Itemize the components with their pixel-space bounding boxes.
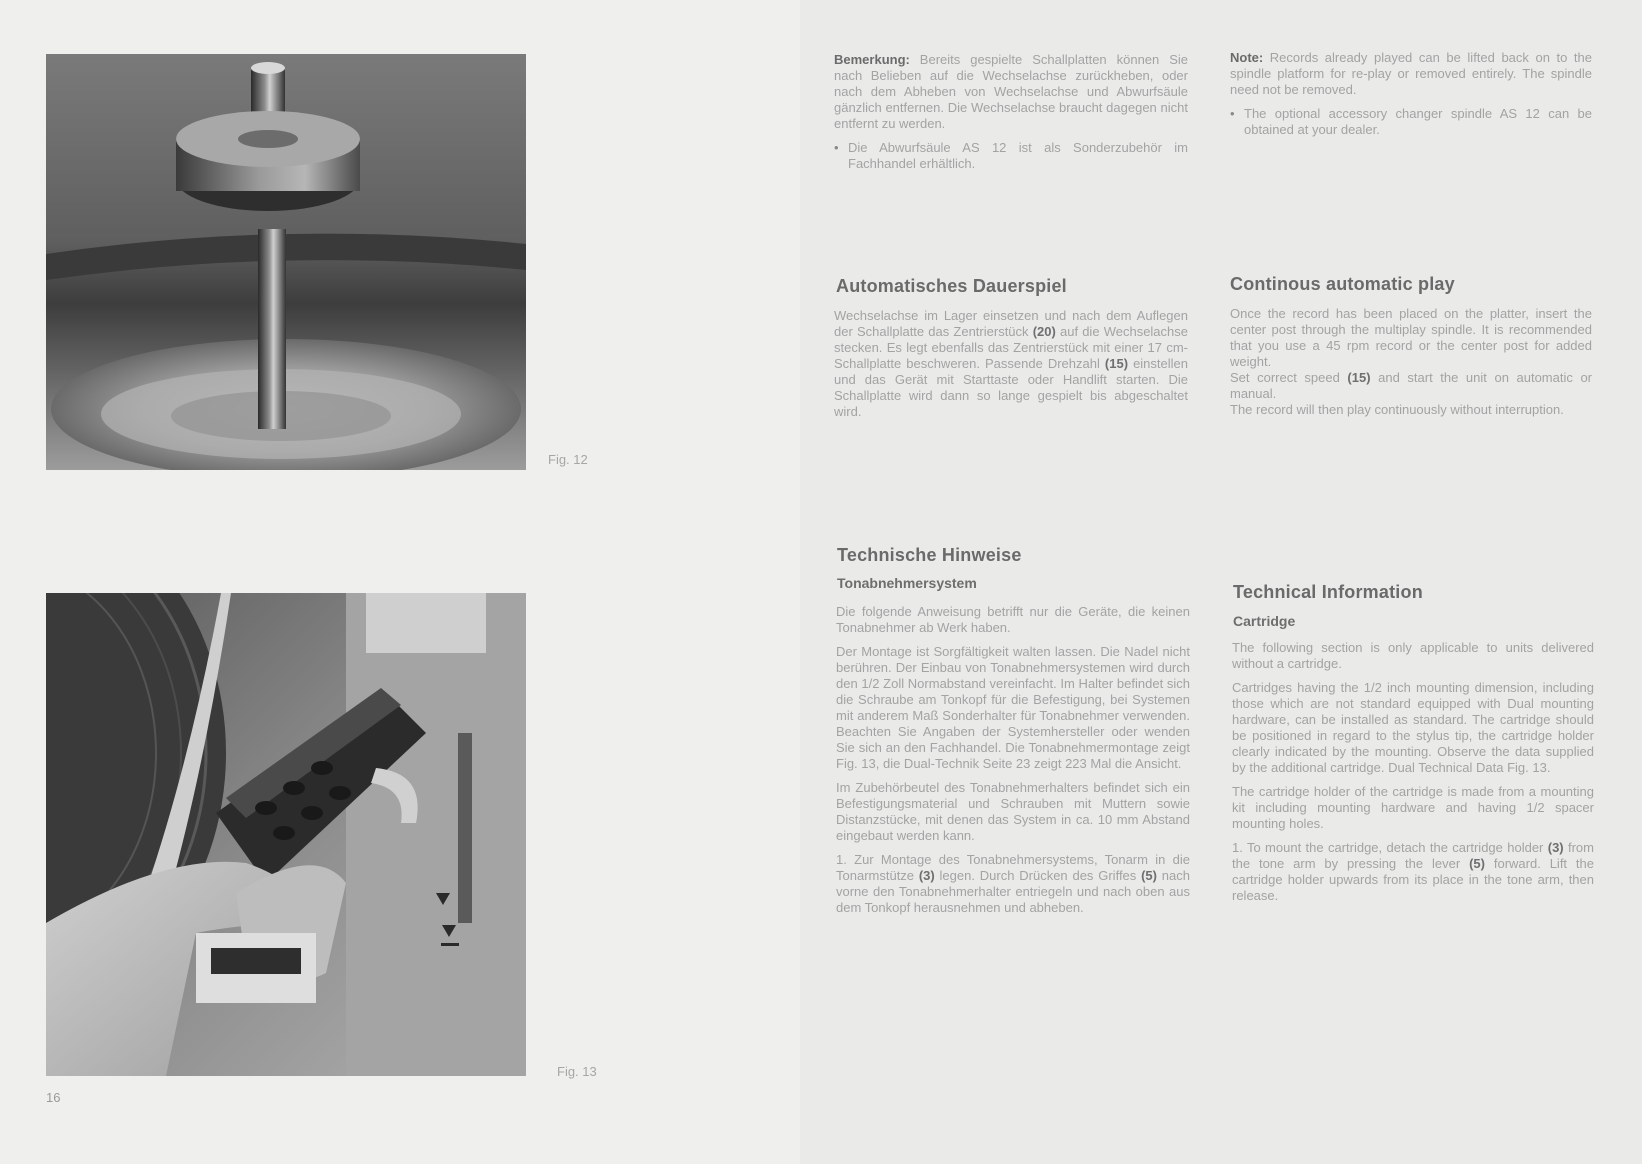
english-ref-15: (15) <box>1347 370 1371 385</box>
german-auto-text-1: Wechselachse im Lager einsetzen und nach dem Auflegen der Schallplatte das Zentrierstück <box>834 308 1188 339</box>
left-page <box>0 0 800 1164</box>
german-ref-20: (20) <box>1032 324 1056 339</box>
english-note-block <box>1230 50 1592 138</box>
english-auto-text-1: Once the record has been placed on the platter, insert the center post through the multiplay spindle. It is recommended that you use a 45 rpm record or the center post for added weight. <box>1230 306 1592 369</box>
german-auto-text-3: einstellen und das Gerät mit Starttaste oder Handlift starten. Die Schallplatte wird dann so lange gespielt bis abgeschaltet wird. <box>834 356 1188 419</box>
english-cart-p2: Cartridges having the 1/2 inch mounting dimension, including those which are not standard equipped with Dual mounting hardware, can be installed as standard. The cartridge should be positioned in regard to the stylus tip, the cartridge holder clearly indicated by the mounting. Observe the data supplied by the additional cartridge. Dual Technical Data Fig. 13. <box>1232 680 1594 775</box>
english-note-lead: Note: <box>1230 50 1264 65</box>
figure-12-caption: Fig. 12 <box>548 452 588 467</box>
english-auto-heading: Continous automatic play <box>1230 274 1455 294</box>
german-auto-text-2: auf die Wechselachse stecken. Es legt ebenfalls das Zentrierstück mit einer 17 cm-Schallplatte beschweren. Passende Drehzahl <box>834 324 1189 371</box>
figure-13-cartridge-photo <box>46 593 526 1076</box>
english-auto-text-4: The record will then play continuously without interruption. <box>1230 402 1564 417</box>
german-cart-p1: Die folgende Anweisung betrifft nur die Geräte, die keinen Tonabnehmer ab Werk haben. <box>836 604 1190 635</box>
english-tech-heading: Technical Information <box>1233 582 1423 602</box>
english-cartridge-heading: Cartridge <box>1233 613 1296 629</box>
german-ref-15: (15) <box>1104 356 1129 371</box>
english-ref-5: (5) <box>1469 856 1485 871</box>
english-auto-text-block <box>1230 306 1592 418</box>
english-cart-p4-3: forward. Lift the cartridge holder upwards from its place in the tone arm, then release. <box>1232 856 1594 903</box>
english-ref-3: (3) <box>1547 840 1564 855</box>
english-cart-p4-2: from the tone arm by pressing the lever <box>1232 840 1594 871</box>
english-cartridge-text-block <box>1232 640 1594 912</box>
german-ref-3: (3) <box>918 868 935 883</box>
page-number: 16 <box>46 1090 61 1105</box>
german-cartridge-text-block <box>836 604 1190 924</box>
german-cart-p3: Im Zubehörbeutel des Tonabnehmerhalters befindet sich ein Befestigungsmaterial und Schrauben mit Muttern sowie Distanzstücke, mit denen das System in ca. 10 mm Abstand eingebaut werden kann. <box>836 780 1190 843</box>
german-cart-p4-1: 1. Zur Montage des Tonabnehmersystems, Tonarm in die Tonarmstütze <box>836 852 1190 883</box>
german-note-bullet: • Die Abwurfsäule AS 12 ist als Sonderzubehör im Fachhandel erhältlich. <box>834 140 1188 172</box>
english-auto-text-3: and start the unit on automatic or manual. <box>1230 370 1593 401</box>
german-tech-heading: Technische Hinweise <box>837 545 1022 565</box>
spindle-illustration <box>46 54 526 470</box>
german-note-text: Bereits gespielte Schallplatten können Sie nach Belieben auf die Wechselachse zurückheben, oder nach dem Abheben von Wechselachse und Abwurfsäule gänzlich entfernen. Die Wechselachse braucht dagegen nicht entfernt zu werden. <box>834 52 1188 131</box>
english-cart-p3: The cartridge holder of the cartridge is made from a mounting kit including mounting hardware and having 1/2 spacer mounting holes. <box>1232 784 1594 831</box>
english-cart-p1: The following section is only applicable to units delivered without a cartridge. <box>1232 640 1594 671</box>
german-ref-5: (5) <box>1141 868 1157 883</box>
english-cart-p4-1: 1. To mount the cartridge, detach the cartridge holder <box>1232 840 1548 855</box>
german-note-block <box>834 52 1188 172</box>
german-auto-text-block <box>834 308 1188 428</box>
english-note-text: Records already played can be lifted back on to the spindle platform for re-play or removed entirely. The spindle need not be removed. <box>1230 50 1592 97</box>
german-cart-p2: Der Montage ist Sorgfältigkeit walten lassen. Die Nadel nicht berühren. Der Einbau von Tonabnehmersystemen wird durch den 1/2 Zoll Normabstand vereinfacht. Im Halter befindet sich die Schraube am Tonkopf für die Befestigung, bei Systemen mit anderem Maß Sonderhalter für Tonabnehmer verwenden. Beachten Sie Angaben der Systemhersteller oder wenden Sie sich an den Fachhandel. Die Tonabnehmermontage zeigt Fig. 13, die Dual-Technik Seite 23 zeigt 223 Mal die Ansicht. <box>836 644 1190 771</box>
english-auto-text-2: Set correct speed <box>1230 370 1348 385</box>
german-cart-p4-2: legen. Durch Drücken des Griffes <box>934 868 1142 883</box>
figure-13-caption: Fig. 13 <box>557 1064 597 1079</box>
german-cartridge-heading: Tonabnehmersystem <box>837 575 977 591</box>
german-note-lead: Bemerkung: <box>834 52 910 67</box>
german-cart-p4-3: nach vorne den Tonabnehmerhalter entriegeln und nach oben aus dem Tonkopf herausnehmen und abheben. <box>836 868 1190 915</box>
german-auto-heading: Automatisches Dauerspiel <box>836 276 1067 296</box>
english-note-bullet: • The optional accessory changer spindle AS 12 can be obtained at your dealer. <box>1230 106 1592 138</box>
cartridge-illustration <box>46 593 526 1076</box>
figure-12-spindle-photo <box>46 54 526 470</box>
